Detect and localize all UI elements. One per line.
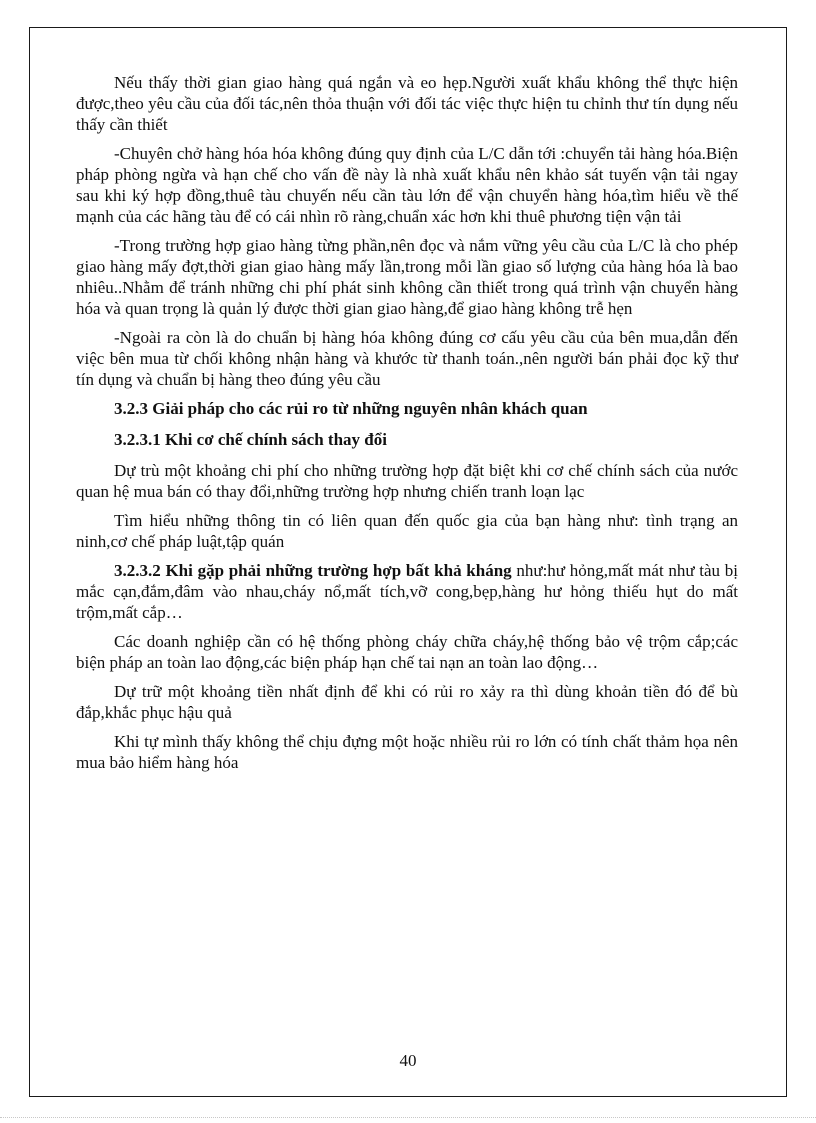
paragraph: Khi tự mình thấy không thể chịu đựng một hoặc nhiều rủi ro lớn có tính chất thảm họa nên mua bảo hiểm hàng hóa <box>76 732 738 772</box>
subsection-heading-inline: 3.2.3.2 Khi gặp phải những trường hợp bất khả kháng <box>114 561 512 580</box>
paragraph: Các doanh nghiệp cần có hệ thống phòng cháy chữa cháy,hệ thống bảo vệ trộm cắp;các biện pháp an toàn lao động,các biện pháp hạn chế tai nạn an toàn lao động… <box>76 632 738 672</box>
paragraph-with-heading <box>76 560 738 623</box>
page-number: 40 <box>399 1051 417 1070</box>
page-divider <box>0 1117 816 1118</box>
paragraph: Nếu thấy thời gian giao hàng quá ngắn và eo hẹp.Người xuất khẩu không thể thực hiện được,theo yêu cầu của đối tác,nên thỏa thuận với đối tác việc thực hiện tu chỉnh thư tín dụng nếu thấy cần thiết <box>76 73 738 134</box>
section-heading: 3.2.3 Giải pháp cho các rủi ro từ những nguyên nhân khách quan <box>114 399 588 418</box>
document-body <box>76 72 738 781</box>
paragraph: -Ngoài ra còn là do chuẩn bị hàng hóa không đúng cơ cấu yêu cầu của bên mua,dẫn đến việc bên mua từ chối không nhận hàng và khước từ thanh toán.,nên người bán phải đọc kỹ thư tín dụng và chuẩn bị hàng theo đúng yêu cầu <box>76 328 738 389</box>
paragraph-text: như:hư hỏng,mất mát như tàu bị mắc cạn,đắm,đâm vào nhau,cháy nổ,mất tích,vỡ cong,bẹp,hàng hư hỏng thiếu hụt do mất trộm,mất cắp… <box>76 561 738 622</box>
paragraph: -Chuyên chở hàng hóa hóa không đúng quy định của L/C dẫn tới :chuyển tải hàng hóa.Biện pháp phòng ngừa và hạn chế cho vấn đề này là nhà xuất khẩu nên khảo sát tuyến vận tải ngay sau khi ký hợp đồng,thuê tàu chuyến nếu cần tàu lớn để vận chuyển hàng hóa,tìm hiểu về thế mạnh của các hãng tàu để có cái nhìn rõ ràng,chuẩn xác hơn khi thuê phương tiện vận tải <box>76 144 738 226</box>
paragraph: Dự trù một khoảng chi phí cho những trường hợp đặt biệt khi cơ chế chính sách của nước quan hệ mua bán có thay đổi,những trường hợp nhưng chiến tranh loạn lạc <box>76 461 738 501</box>
paragraph: Dự trữ một khoảng tiền nhất định để khi có rủi ro xảy ra thì dùng khoản tiền đó để bù đắp,khắc phục hậu quả <box>76 682 738 722</box>
paragraph: -Trong trường hợp giao hàng từng phần,nên đọc và nắm vững yêu cầu của L/C là cho phép giao hàng mấy đợt,thời gian giao hàng mấy lần,trong mỗi lần giao số lượng của hàng hóa là bao nhiêu..Nhằm để tránh những chi phí phát sinh không cần thiết trong quá trình vận chuyển hàng hóa và quan trọng là quản lý được thời gian giao hàng,để giao hàng không trễ hẹn <box>76 236 738 318</box>
subsection-heading: 3.2.3.1 Khi cơ chế chính sách thay đổi <box>114 430 387 449</box>
paragraph: Tìm hiểu những thông tin có liên quan đến quốc gia của bạn hàng như: tình trạng an ninh,cơ chế pháp luật,tập quán <box>76 511 738 551</box>
